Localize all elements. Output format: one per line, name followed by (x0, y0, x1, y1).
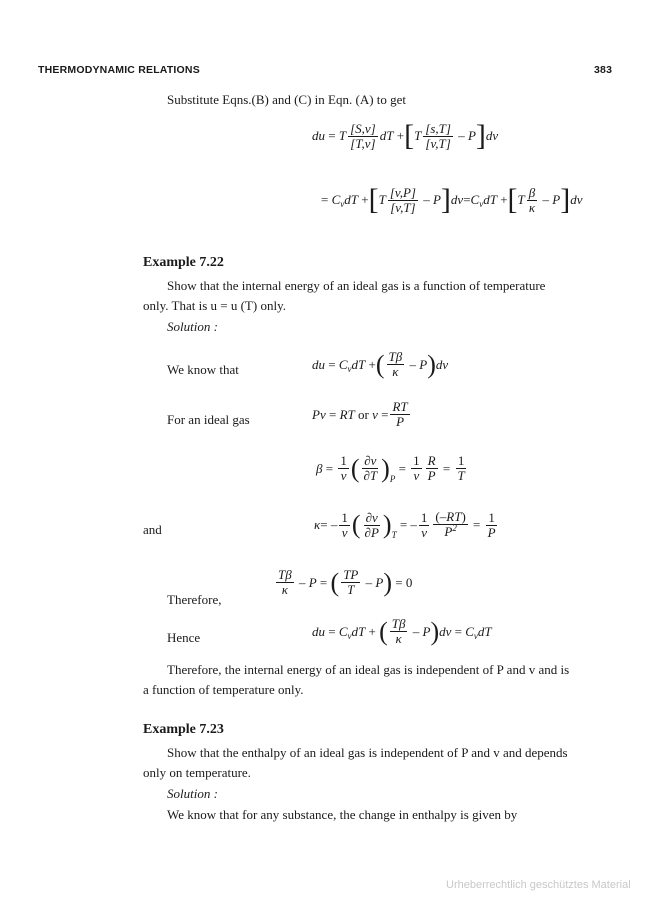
equation-beta: β = $\frac{1}{v}$ ( $\frac{\partial v}{\partial T}$ ) P = $\frac{1}{v}$ $\frac{R}{P}$ = $\frac{1}{T}$ (316, 453, 465, 484)
label-hence: Hence (167, 630, 201, 645)
example-7-22-statement-1: Show that the internal energy of an ideal gas is a function of temperature (167, 278, 546, 293)
example-7-23-text: We know that for any substance, the change in enthalpy is given by (167, 807, 518, 822)
label-and: and (143, 522, 162, 537)
equation-kappa: κ = – $\frac{1}{v}$ ( $\frac{\partial v}{\partial P}$ ) T = – $\frac{1}{v}$ $\frac{(-RT)}{P^2}$ = $\frac{1}{P}$ (314, 509, 496, 540)
equation-du-cv: = $C_vdT$ + [ T $\frac{[v,P]}{[v,T]}$ – P ] dv = $C_vdT$ + [ T $\frac{\beta}{\kappa}$ – P ] dv (321, 183, 583, 216)
running-title: THERMODYNAMIC RELATIONS (38, 64, 200, 76)
label-therefore: Therefore, (167, 592, 222, 607)
example-7-22-title: Example 7.22 (143, 255, 224, 270)
equation-ideal-gas: Pv = RT or v = $\frac{RT}{P}$ (312, 399, 408, 429)
example-7-23-statement-2: only on temperature. (143, 765, 251, 780)
example-7-22-conclusion-1: Therefore, the internal energy of an ideal gas is independent of P and v and is (167, 662, 570, 677)
equation-du-beta-kappa: du = $C_vdT$ + ( $\frac{T\beta}{\kappa}$ – P ) dv (312, 349, 449, 379)
label-we-know: We know that (167, 362, 239, 377)
example-7-23-statement-1: Show that the enthalpy of an ideal gas is independent of P and v and depends (167, 745, 568, 760)
example-7-22-statement-2: only. That is u = u (T) only. (143, 298, 286, 313)
intro-text: Substitute Eqns.(B) and (C) in Eqn. (A) to get (167, 92, 407, 107)
equation-therefore: $\frac{T\beta}{\kappa}$ – P = ( $\frac{TP}{T}$ – P ) = 0 (278, 567, 413, 597)
example-7-23-solution-label: Solution : (167, 786, 218, 801)
example-7-23-title: Example 7.23 (143, 722, 224, 737)
equation-du-brackets: du = T $\frac{[S,v]}{[T,v]}$ dT + [ T $\frac{[s,T]}{[v,T]}$ – P ] dv (312, 119, 499, 152)
watermark: Urheberrechtlich geschütztes Material (446, 879, 631, 891)
equation-hence: du = $C_vdT$ + ( $\frac{T\beta}{\kappa}$ – P ) dv = $C_vdT$ (312, 616, 492, 646)
example-7-22-conclusion-2: a function of temperature only. (143, 682, 304, 697)
example-7-22-solution-label: Solution : (167, 319, 218, 334)
label-ideal-gas: For an ideal gas (167, 412, 250, 427)
page-number: 383 (594, 64, 613, 76)
